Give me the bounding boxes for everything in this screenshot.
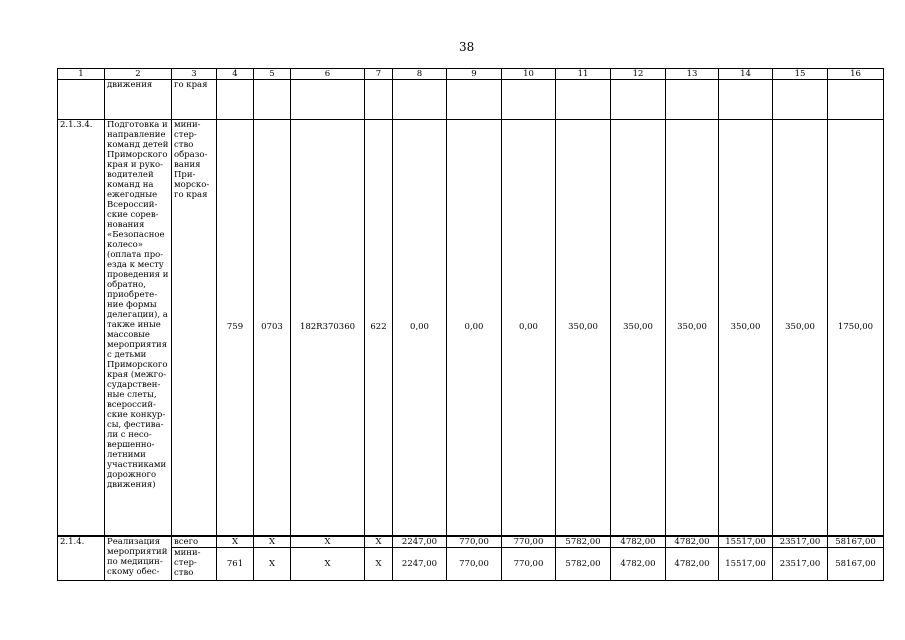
table-cell: X [254, 536, 291, 548]
header-cell: 11 [556, 69, 611, 80]
table-cell [217, 80, 254, 120]
table-cell: 622 [365, 120, 393, 536]
table-cell [828, 80, 884, 120]
table-cell [773, 80, 828, 120]
table-cell: X [365, 536, 393, 548]
table-cell: 770,00 [502, 548, 556, 581]
table-cell: 2247,00 [393, 536, 447, 548]
table-cell [291, 80, 365, 120]
row-executor: мини-стер-ство образо-вания При-морско-го края [172, 120, 217, 536]
table-row-continuation [58, 80, 884, 120]
table-cell [58, 80, 105, 120]
page-number: 38 [459, 40, 475, 54]
row-description: Подготовка и направление команд детей Приморского края и руко-водителей команд на ежегодные Всероссий-ские сорев-нования «Безопасное колесо» (оплата про-езда к месту проведения и обратно, приобрете-ние формы делегации), а также иные массовые мероприятия с детьми Приморского края (межго-сударствен-ные слеты, всероссий-ские конкур-сы, фестива-ли с несо-вершенно-летними участниками дорожного движения) [105, 120, 172, 536]
header-cell: 9 [447, 69, 502, 80]
table-cell [365, 80, 393, 120]
table-cell [502, 80, 556, 120]
table-cell: X [254, 548, 291, 581]
table-cell: 0,00 [447, 120, 502, 536]
table-cell: X [291, 536, 365, 548]
budget-table [57, 68, 884, 581]
table-cell: 770,00 [447, 548, 502, 581]
table-row-2134 [58, 120, 884, 536]
header-cell: 14 [719, 69, 773, 80]
table-cell: 15517,00 [719, 548, 773, 581]
table-cell: 350,00 [666, 120, 719, 536]
header-cell: 3 [172, 69, 217, 80]
header-cell: 7 [365, 69, 393, 80]
table-cell: X [291, 548, 365, 581]
header-cell: 13 [666, 69, 719, 80]
table-cell: 350,00 [719, 120, 773, 536]
table-cell [254, 80, 291, 120]
table-cell: 5782,00 [556, 548, 611, 581]
table-cell: X [217, 536, 254, 548]
table-row-214-total [58, 536, 884, 548]
table-cell: 759 [217, 120, 254, 536]
header-cell: 12 [611, 69, 666, 80]
header-cell: 1 [58, 69, 105, 80]
table-cell: 350,00 [611, 120, 666, 536]
header-cell: 4 [217, 69, 254, 80]
table-cell: 0703 [254, 120, 291, 536]
table-cell: 770,00 [447, 536, 502, 548]
table-cell: мини-стер-ство [172, 548, 217, 581]
header-cell: 6 [291, 69, 365, 80]
table-cell [447, 80, 502, 120]
table-cell [556, 80, 611, 120]
table-cell: 182R370360 [291, 120, 365, 536]
table-cell: 350,00 [773, 120, 828, 536]
table-cell: 4782,00 [666, 536, 719, 548]
header-cell: 8 [393, 69, 447, 80]
table-cell: 5782,00 [556, 536, 611, 548]
row-number: 2.1.3.4. [58, 120, 105, 536]
table-cell: всего [172, 536, 217, 548]
table-cell: 770,00 [502, 536, 556, 548]
table-cell [719, 80, 773, 120]
table-row-214-ministry [58, 548, 884, 581]
table-cell: 761 [217, 548, 254, 581]
table-cell: 15517,00 [719, 536, 773, 548]
table-cell: 1750,00 [828, 120, 884, 536]
table-cell: 23517,00 [773, 548, 828, 581]
table-cell: 350,00 [556, 120, 611, 536]
table-cell [393, 80, 447, 120]
table-cell: 4782,00 [611, 536, 666, 548]
table-cell: 58167,00 [828, 536, 884, 548]
header-cell: 5 [254, 69, 291, 80]
table-cell: X [365, 548, 393, 581]
table-cell: 23517,00 [773, 536, 828, 548]
table-cell [666, 80, 719, 120]
table-cell: 2247,00 [393, 548, 447, 581]
header-cell: 2 [105, 69, 172, 80]
header-cell: 16 [828, 69, 884, 80]
table-cell: 58167,00 [828, 548, 884, 581]
row-number: 2.1.4. [58, 536, 105, 581]
table-cell: 0,00 [502, 120, 556, 536]
table-cell [611, 80, 666, 120]
table-cell: 4782,00 [611, 548, 666, 581]
table-cell: 0,00 [393, 120, 447, 536]
table-cell: движения [105, 80, 172, 120]
table-cell: го края [172, 80, 217, 120]
table-cell: 4782,00 [666, 548, 719, 581]
header-row [58, 69, 884, 80]
header-cell: 10 [502, 69, 556, 80]
header-cell: 15 [773, 69, 828, 80]
row-description: Реализация мероприятий по медицин-скому обес- [105, 536, 172, 581]
